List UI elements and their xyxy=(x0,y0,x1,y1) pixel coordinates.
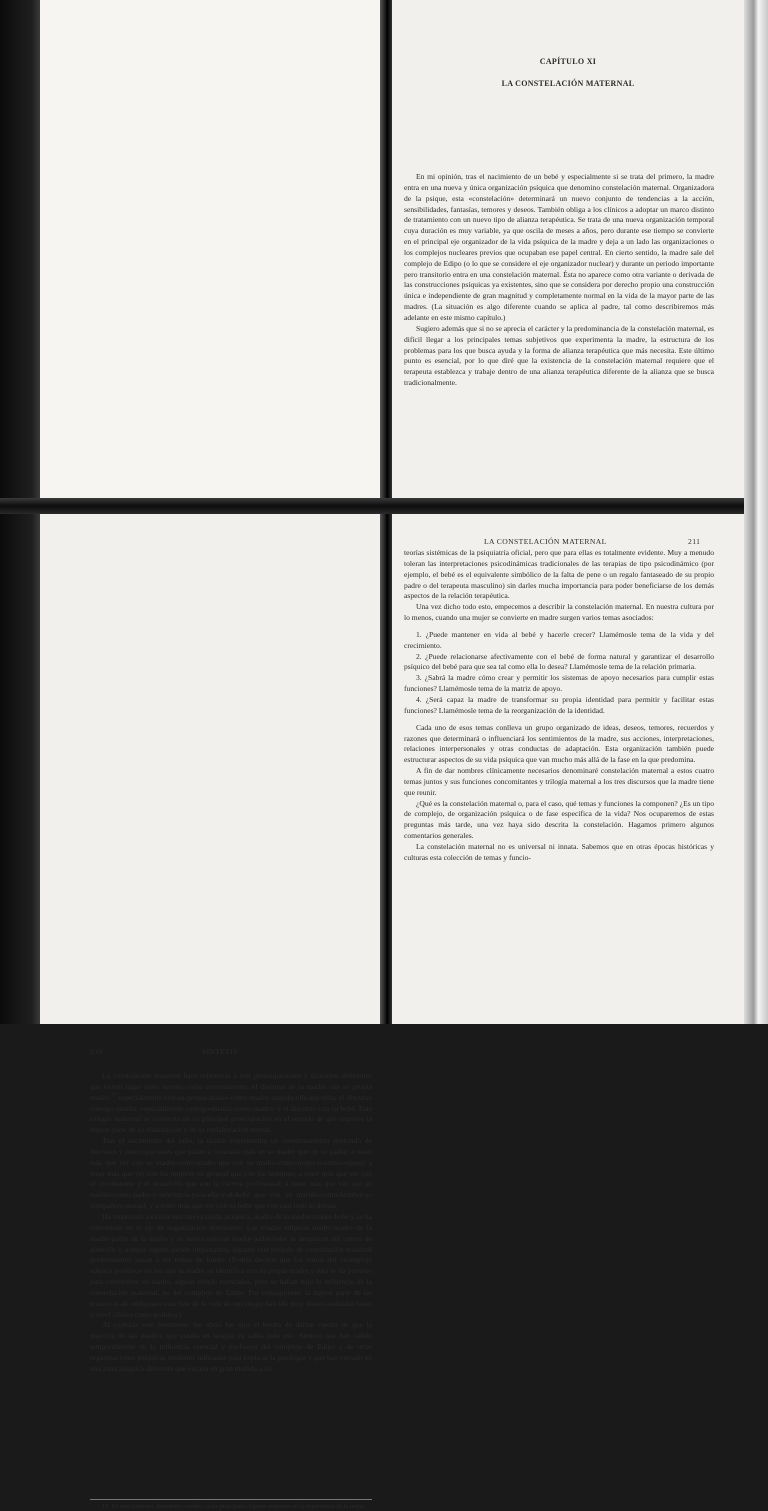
list-item: 4. ¿Será capaz la madre de transformar su propia identidad para permitir y facilitar estas funciones? Llamémosle tema de la reorganización de la identidad. xyxy=(404,694,714,715)
running-head: LA CONSTELACIÓN MATERNAL xyxy=(484,537,607,546)
page-number: 211 xyxy=(688,537,701,546)
footnote: 17. En este contexto, denomino «madre» a las principales figuras maternas en la experiencia de la mujer. xyxy=(90,1499,372,1511)
paragraph: teorías sistémicas de la psiquiatría oficial, pero que para ellas es totalmente evidente. Muy a menudo toleran las interpretaciones psicodinámicas tradicionales de las terapias de tipo psicodinámico (por ejemplo, el bebé es el equivalente simbólico de la falta de pene o un regalo fantaseado de su propio padre o del terapeuta masculino) sin darles mucha importancia para poder beneficiarse de los demás aspectos de la relación terapéutica. xyxy=(404,548,714,601)
page-body xyxy=(90,1071,372,1375)
chapter-title: LA CONSTELACIÓN MATERNAL xyxy=(501,79,635,88)
paragraph: Al explorar este fenómeno, me abrió los ojos el hecho de darme cuenta de que la mayoría de las madres que estaba en terapia ya sabía todo eso. Sienten que han salido temporalmente de la influencia esencial y exclusiva del complejo de Edipo y de otras organizaciones psíquicas similares utilizadas para explicar la patología y que han entrado en una zona psíquica diferente que escapa en gran medida a las xyxy=(90,1320,372,1373)
paragraph: ¿Qué es la constelación maternal o, para el caso, qué temas y funciones la componen? ¿Es un tipo de complejo, de organización psíquica o de fase específica de la vida? Nos ocuparemos de estas preguntas más tarde, una vez haya sido descrita la constelación. Hagamos primero algunos comentarios generales. xyxy=(404,798,714,841)
paragraph: La constelación maternal hace referencia a tres preocupaciones y discursos diferentes que tienen lugar tanto interna como externamente: el discurso de la madre con su propia madre,$^{17}$ especialmente con-su-propia-madre-como-madre-cuando-ella-era-niña; el discurso consigo misma, especialmente consigo-misma-como-madre; y el discurso con su bebé. Esta trilogía maternal se convierte en su principal preocupación en el sentido de que requiere la mayor parte de su elaboración y de su reelaboración mental. xyxy=(90,1071,372,1135)
page-body xyxy=(404,548,714,864)
paragraph: Cada uno de esos temas conlleva un grupo organizado de ideas, deseos, temores, recuerdos y razones que determinará o influenciará los sentimientos de la madre, sus acciones, interpretaciones, relaciones interpersonales y otras conductas de adaptación. Esta organización también puede estructurar aspectos de su vida psíquica que van mucho más allá de la fase en la que predomina. xyxy=(404,722,714,765)
page-number: 210 xyxy=(90,1047,103,1056)
scan-divider xyxy=(0,498,768,514)
chapter-opening-page xyxy=(392,0,744,500)
running-head: SÍNTESIS xyxy=(202,1047,238,1056)
paragraph: Sugiero además que si no se aprecia el carácter y la predominancia de la constelación maternal, es difícil llegar a los principales temas subjetivos que experimenta la madre, la estructura de los problemas para los que busca ayuda y la forma de alianza terapéutica que más necesita. Este último punto es esencial, por lo que diré que la existencia de la constelación maternal requiere que el terapeuta establezca y trabaje dentro de una alianza terapéutica diferente de la alianza que se busca tradicionalmente. xyxy=(404,323,714,388)
chapter-number: CAPÍTULO XI xyxy=(539,57,597,66)
page-210 xyxy=(40,512,382,1510)
list-item: 2. ¿Puede relacionarse afectivamente con el bebé de forma natural y garantizar el desarrollo psíquico del bebé para que sea tal como ella lo desea? Llamémosle tema de la relación primaria. xyxy=(404,651,714,672)
list-item: 3. ¿Sabrá la madre cómo crear y permitir los sistemas de apoyo necesarios para cumplir estas funciones? Llamémosle tema de la matriz de apoyo. xyxy=(404,673,714,694)
footnote-ref: 17 xyxy=(110,1092,117,1099)
paragraph: En mi opinión, tras el nacimiento de un bebé y especialmente si se trata del primero, la madre entra en una nueva y única organización psíquica que denomino constelación maternal. Organizadora de la psique, esta «constelación» determinará un nuevo conjunto de tendencias a la acción, sensibilidades, fantasías, temores y deseos. También obliga a los clínicos a adoptar un marco distinto de tratamiento con un nuevo tipo de alianza terapéutica. Se trata de una nueva organización temporal cuya duración es muy variable, ya que oscila de meses a años, pero durante ese tiempo se convierte en el principal eje organizador de la vida psíquica de la madre y deja a un lado las organizaciones o los complejos nucleares previos que ocupaban ese papel central. En cierto sentido, la madre sale del complejo de Edipo (o lo que se considere el eje organizador nuclear) y durante un periodo importante pero transitorio entra en una constelación maternal. Ésta no aparece como otra variante o derivada de las construcciones psíquicas ya existentes, sino que se considera por derecho propio una construcción única e independiente de gran magnitud y completamente normal en la vida de la mayor parte de las madres. (La situación es algo diferente cuando se aplica al padre, tal como describiremos más adelante en este mismo capítulo.) xyxy=(404,172,714,322)
paragraph: Una vez dicho todo esto, empecemos a describir la constelación maternal. En nuestra cultura por lo menos, cuando una mujer se convierte en madre surgen varios temas asociados: xyxy=(404,602,714,623)
scan-right-edge xyxy=(744,0,768,1024)
list-item: 1. ¿Puede mantener en vida al bebé y hacerle crecer? Llamémosle tema de la vida y del crecimiento. xyxy=(404,629,714,650)
paragraph: Ha empezado a existir una nueva tríada psíquica, madre de la madre-madre-bebé y se ha convertido en el eje de organización dominante. Las tríadas edípicas madre-madre de la madre-padre de la madre y su nueva edición madre-padre-bebé se desplazan del centro de atención y, aunque siguen siendo importantes, durante este periodo de constelación maternal predominante pasan a ser temas de fondo. (Podría decirse que los temas del «complejo edípico positivo» en los que la madre se identifica con su propia madre y ésta le da permiso para convertirse en madre, siguen siendo esenciales, pero se hallan bajo la influencia de la constelación maternal, no del complejo de Edipo. Por consiguiente, la mayor parte de las tentativas de «edipizar» esta fase de la vida de una mujer han ido muy desencaminadas tanto a nivel clínico como político.) xyxy=(90,1211,372,1319)
paragraph: Tras el nacimiento del niño, la madre experimenta un reordenamiento profundo de intereses y preocupaciones que pasan a centrarse más en su madre que en su padre; a tener más que ver con su madre-como-madre que con su madre-como-mujer-o-como-esposa; a tener más que ver con las mujeres en general que con los hombres; a tener más que ver con el crecimiento y el desarrollo que con la carrera profesional; a tener más que ver con su marido-como-padre-y-referencia-para-ella-y-el-bebé que con su marido-como-hombre-y-compañero-sexual; y a tener más que ver con su bebé que con casi todo lo demás. xyxy=(90,1136,372,1211)
blank-page xyxy=(40,0,380,500)
paragraph: A fin de dar nombres clínicamente necesarios denominaré constelación maternal a estos cuatro temas juntos y sus funciones concomitantes y trilogía maternal a los tres discursos que la madre tiene que reunir. xyxy=(404,766,714,797)
chapter-body xyxy=(404,172,714,389)
page-211 xyxy=(392,512,744,1024)
paragraph: La constelación maternal no es universal ni innata. Sabemos que en otras épocas históricas y culturas esta colección de temas y funcio- xyxy=(404,841,714,862)
